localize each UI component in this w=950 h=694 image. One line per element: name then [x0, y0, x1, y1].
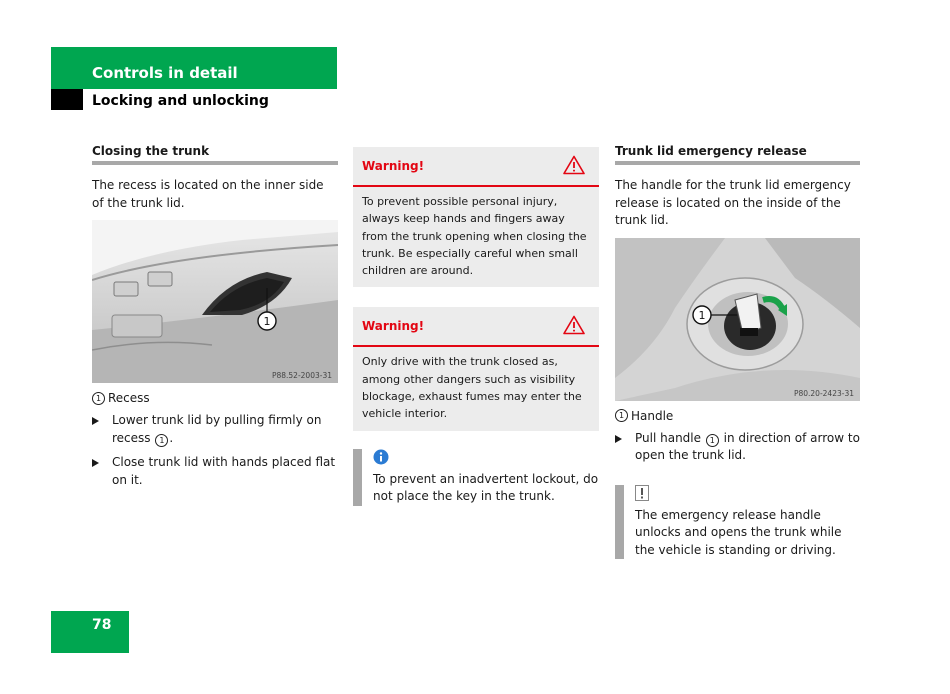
legend-recess [92, 391, 338, 405]
handle-callout: 1 [698, 308, 706, 322]
info-note [353, 449, 599, 506]
warning-box-hands [353, 147, 599, 287]
warning-triangle-icon [563, 155, 585, 175]
page-number-box [51, 611, 129, 653]
exclamation-icon [635, 485, 649, 501]
instruction-close-lid [92, 454, 338, 489]
warning-title: Warning! [362, 159, 425, 173]
subsection-marker [51, 89, 83, 110]
warning-box-exhaust [353, 307, 599, 430]
closing-trunk-heading: Closing the trunk [92, 144, 338, 165]
page-number: 78 [92, 617, 112, 633]
photo-code: P80.20-2423-31 [793, 388, 854, 398]
legend-number: 1 [92, 392, 105, 405]
emergency-handle-photo [615, 238, 860, 401]
instruction-lower-lid [92, 412, 338, 447]
instruction-text: Lower trunk lid by pulling firmly on recess [112, 413, 322, 445]
note-bar [615, 485, 624, 560]
subsection-title: Locking and unlocking [92, 93, 269, 109]
instruction-text: Close trunk lid with hands placed flat on it. [112, 455, 336, 487]
ref-number: 1 [155, 434, 168, 447]
instruction-text-end: in direction of arrow to open the trunk lid. [635, 430, 860, 462]
info-icon [373, 449, 389, 465]
emergency-release-heading: Trunk lid emergency release [615, 144, 860, 165]
right-column [615, 140, 860, 559]
closing-trunk-intro: The recess is located on the inner side of the trunk lid. [92, 178, 324, 210]
emergency-release-intro: The handle for the trunk lid emergency release is located on the inside of the trunk lid. [615, 178, 851, 227]
recess-callout: 1 [263, 315, 271, 328]
legend-label: Recess [108, 391, 150, 405]
legend-number: 1 [615, 409, 628, 422]
section-title: Controls in detail [92, 64, 238, 82]
middle-column [353, 147, 599, 506]
bullet-arrow-icon [92, 417, 99, 425]
trunk-recess-photo [92, 220, 338, 383]
warning-text: To prevent possible personal injury, always keep hands and fingers away from the trunk opening when closing the trunk. Be especially careful when small children are around. [362, 195, 587, 278]
instruction-text-end: . [169, 430, 174, 445]
instruction-pull-handle [615, 430, 860, 465]
left-column [92, 140, 338, 489]
instruction-text: Pull handle [635, 430, 705, 445]
ref-number: 1 [706, 434, 719, 447]
caution-note [615, 485, 860, 560]
info-text: To prevent an inadvertent lockout, do not place the key in the trunk. [373, 471, 599, 504]
warning-title: Warning! [362, 319, 425, 334]
warning-triangle-icon [563, 315, 585, 335]
warning-text: Only drive with the trunk closed as, among other dangers such as visibility blockage, exhaust fumes may enter the vehicle interior. [362, 355, 582, 421]
bullet-arrow-icon [615, 435, 622, 443]
caution-text: The emergency release handle unlocks and opens the trunk while the vehicle is standing or driving. [635, 507, 842, 557]
photo-code: P88.52-2003-31 [271, 371, 332, 380]
legend-label: Handle [631, 408, 674, 423]
bullet-arrow-icon [92, 459, 99, 467]
note-bar [353, 449, 362, 506]
legend-handle [615, 409, 860, 423]
